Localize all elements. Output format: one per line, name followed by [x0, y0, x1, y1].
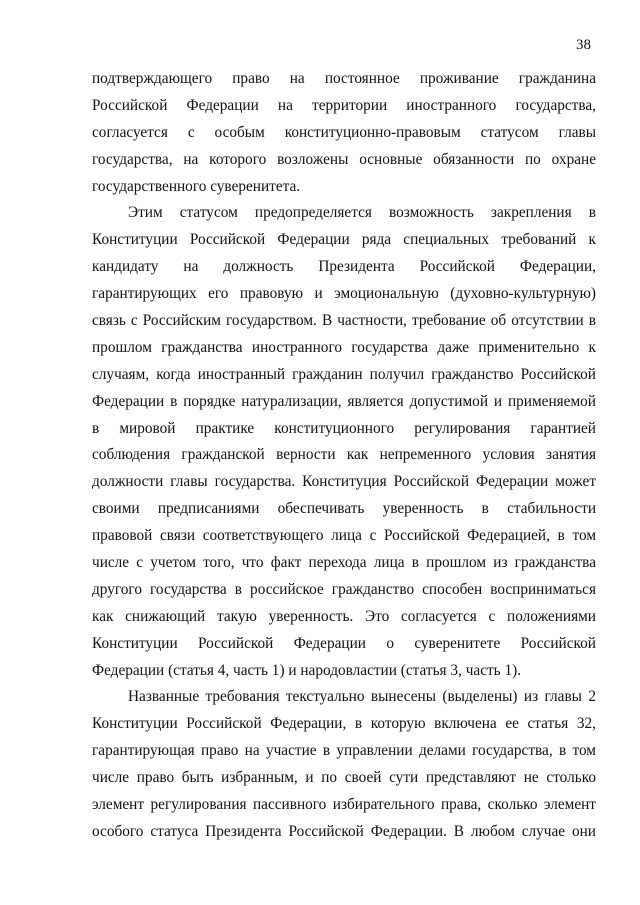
text-line: согласуется с особым конституционно-правовым статусом главы — [92, 123, 596, 141]
text-line: в мировой практике конституционного регулирования гарантией — [92, 419, 596, 437]
text-line: Конституции Российской Федерации ряда специальных требований к — [92, 231, 596, 249]
text-line: прошлом гражданства иностранного государства даже применительно к — [92, 338, 596, 356]
text-line: как снижающий такую уверенность. Это согласуется с положениями — [92, 607, 596, 625]
text-line: Федерации в порядке натурализации, является допустимой и применяемой — [92, 392, 596, 410]
text-line: числе право быть избранным, и по своей сути представляют не столько — [92, 769, 596, 787]
text-line: гарантирующая право на участие в управлении делами государства, в том — [92, 742, 596, 760]
text-line: своими предписаниями обеспечивать уверенность в стабильности — [92, 500, 596, 518]
text-line: числе с учетом того, что факт перехода лица в прошлом из гражданства — [92, 554, 596, 572]
text-line: Российской Федерации на территории иностранного государства, — [92, 96, 596, 114]
text-line: государства, на которого возложены основные обязанности по охране — [92, 150, 596, 168]
text-line: особого статуса Президента Российской Федерации. В любом случае они — [92, 822, 596, 840]
text-line: Этим статусом предопределяется возможность закрепления в — [128, 204, 596, 222]
text-line: соблюдения гражданской верности как непременного условия занятия — [92, 446, 596, 464]
text-line: другого государства в российское гражданство способен восприниматься — [92, 580, 596, 598]
text-line: элемент регулирования пассивного избирательного права, сколько элемент — [92, 796, 596, 814]
document-body — [92, 66, 596, 846]
page-number: 38 — [576, 37, 591, 53]
text-line: связь с Российским государством. В частности, требование об отсутствии в — [92, 312, 596, 330]
text-line: государственного суверенитета. — [92, 177, 301, 195]
text-line: Конституции Российской Федерации о суверенитете Российской — [92, 634, 596, 652]
text-line: Федерации (статья 4, часть 1) и народовластии (статья 3, часть 1). — [92, 661, 522, 679]
text-line: подтверждающего право на постоянное проживание гражданина — [92, 70, 596, 87]
text-line: Конституции Российской Федерации, в которую включена ее статья 32, — [92, 715, 596, 733]
text-line: гарантирующих его правовую и эмоциональную (духовно-культурную) — [92, 285, 596, 303]
text-line: должности главы государства. Конституция Российской Федерации может — [92, 473, 596, 491]
paragraph — [92, 200, 596, 684]
text-line: случаям, когда иностранный гражданин получил гражданство Российской — [92, 365, 596, 383]
paragraph — [92, 66, 596, 200]
text-line: Названные требования текстуально вынесены (выделены) из главы 2 — [128, 688, 596, 706]
paragraph — [92, 684, 596, 845]
text-line: кандидату на должность Президента Российской Федерации, — [92, 258, 596, 276]
text-line: правовой связи соответствующего лица с Российской Федерацией, в том — [92, 527, 596, 545]
